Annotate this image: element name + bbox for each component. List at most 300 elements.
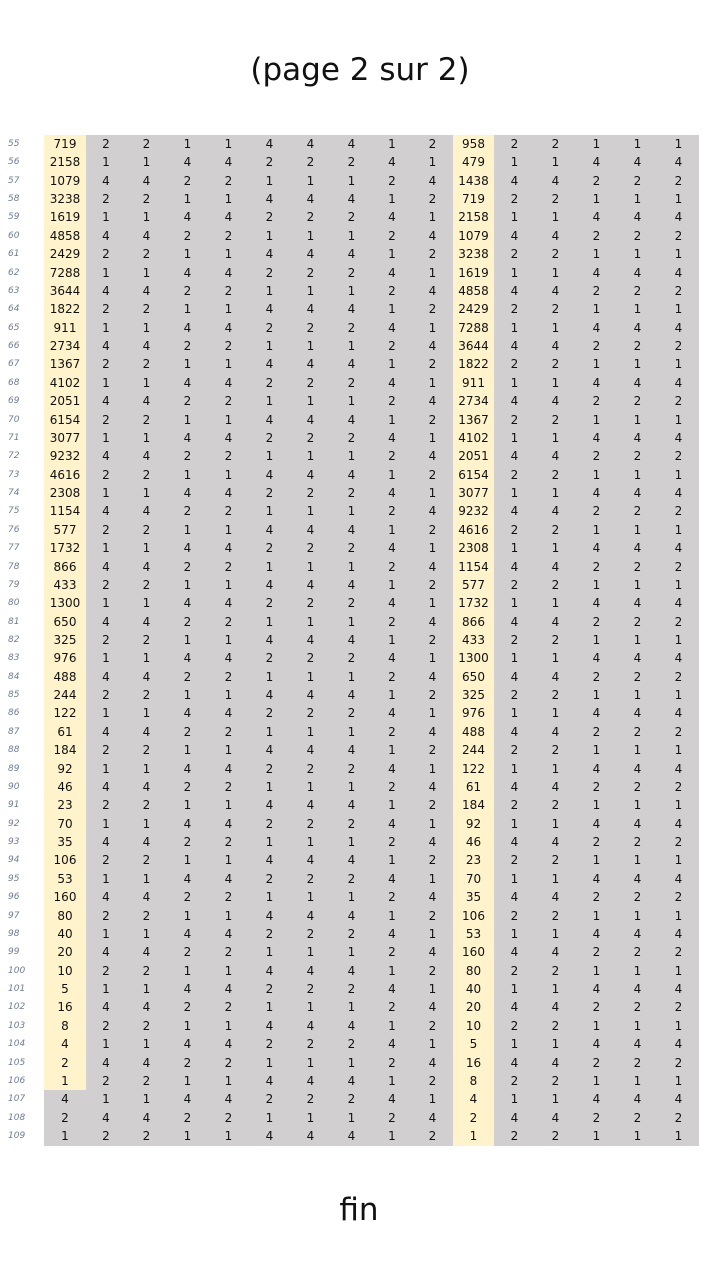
table-cell: 4 bbox=[617, 594, 658, 613]
table-cell: 4 bbox=[658, 1090, 699, 1109]
table-cell: 2 bbox=[372, 282, 412, 301]
table-cell: 8 bbox=[44, 1017, 86, 1036]
table-cell: 1 bbox=[372, 355, 412, 374]
table-cell: 4 bbox=[494, 613, 535, 632]
table-cell: 4 bbox=[372, 1035, 412, 1054]
table-cell: 4 bbox=[331, 521, 372, 540]
table-cell: 2 bbox=[86, 1017, 126, 1036]
table-cell: 2 bbox=[331, 594, 372, 613]
table-cell: 4 bbox=[658, 429, 699, 448]
table-cell: 1732 bbox=[453, 594, 494, 613]
table-cell: 2 bbox=[412, 135, 453, 154]
table-cell: 3077 bbox=[453, 484, 494, 503]
table-cell: 2 bbox=[576, 447, 617, 466]
table-cell: 2 bbox=[535, 631, 576, 650]
table-cell: 2 bbox=[576, 337, 617, 356]
table-cell: 4 bbox=[372, 649, 412, 668]
table-cell: 2 bbox=[372, 943, 412, 962]
table-cell: 4 bbox=[208, 319, 249, 338]
row-number: 104 bbox=[8, 1039, 26, 1050]
table-cell: 4 bbox=[658, 319, 699, 338]
table-cell: 4 bbox=[494, 1054, 535, 1073]
table-cell: 4 bbox=[535, 227, 576, 246]
table-cell: 2 bbox=[167, 447, 208, 466]
table-cell: 4 bbox=[658, 925, 699, 944]
table-cell: 4 bbox=[576, 594, 617, 613]
table-cell: 10 bbox=[453, 1017, 494, 1036]
table-cell: 2 bbox=[617, 502, 658, 521]
row-number: 61 bbox=[8, 249, 20, 260]
table-cell: 2 bbox=[208, 282, 249, 301]
table-cell: 4 bbox=[86, 392, 126, 411]
table-cell: 20 bbox=[453, 998, 494, 1017]
table-cell: 4616 bbox=[453, 521, 494, 540]
table-cell: 2 bbox=[167, 172, 208, 191]
row-number: 89 bbox=[8, 763, 20, 774]
table-cell: 2 bbox=[249, 1035, 290, 1054]
table-cell: 4 bbox=[658, 594, 699, 613]
table-cell: 2 bbox=[453, 1109, 494, 1128]
table-cell: 1 bbox=[535, 153, 576, 172]
table-cell: 2 bbox=[412, 796, 453, 815]
row-number: 77 bbox=[8, 543, 20, 554]
table-cell: 2 bbox=[576, 613, 617, 632]
table-cell: 184 bbox=[44, 741, 86, 760]
table-cell: 1 bbox=[331, 943, 372, 962]
table-cell: 2 bbox=[290, 208, 331, 227]
table-cell: 325 bbox=[453, 686, 494, 705]
table-cell: 4 bbox=[617, 815, 658, 834]
table-cell: 1 bbox=[372, 741, 412, 760]
table-cell: 1 bbox=[576, 907, 617, 926]
table-cell: 2 bbox=[249, 153, 290, 172]
table-cell: 1 bbox=[412, 264, 453, 283]
table-cell: 1 bbox=[126, 870, 167, 889]
table-cell: 2 bbox=[208, 1054, 249, 1073]
table-cell: 2 bbox=[126, 411, 167, 430]
table-cell: 160 bbox=[44, 888, 86, 907]
table-cell: 1 bbox=[86, 539, 126, 558]
table-cell: 2 bbox=[535, 1072, 576, 1091]
row-number: 85 bbox=[8, 690, 20, 701]
table-cell: 2 bbox=[535, 851, 576, 870]
table-cell: 4 bbox=[494, 888, 535, 907]
table-cell: 1 bbox=[208, 631, 249, 650]
table-cell: 2 bbox=[494, 686, 535, 705]
table-cell: 2 bbox=[331, 1035, 372, 1054]
table-cell: 6154 bbox=[453, 466, 494, 485]
table-cell: 2 bbox=[412, 1127, 453, 1146]
table-cell: 16 bbox=[44, 998, 86, 1017]
table-cell: 3077 bbox=[44, 429, 86, 448]
table-cell: 1 bbox=[412, 484, 453, 503]
table-cell: 4 bbox=[167, 815, 208, 834]
table-cell: 2 bbox=[167, 778, 208, 797]
table-cell: 4 bbox=[331, 796, 372, 815]
table-cell: 2 bbox=[576, 227, 617, 246]
table-cell: 160 bbox=[453, 943, 494, 962]
table-cell: 4 bbox=[167, 925, 208, 944]
table-cell: 4 bbox=[658, 264, 699, 283]
table-cell: 4 bbox=[535, 888, 576, 907]
table-cell: 35 bbox=[453, 888, 494, 907]
table-cell: 4 bbox=[167, 760, 208, 779]
table-cell: 1 bbox=[658, 741, 699, 760]
table-cell: 1 bbox=[617, 631, 658, 650]
table-cell: 4 bbox=[412, 1054, 453, 1073]
table-cell: 2 bbox=[617, 943, 658, 962]
table-cell: 2 bbox=[167, 888, 208, 907]
table-cell: 1 bbox=[86, 649, 126, 668]
table-cell: 1 bbox=[617, 851, 658, 870]
table-cell: 9232 bbox=[44, 447, 86, 466]
table-cell: 2 bbox=[208, 227, 249, 246]
table-cell: 1 bbox=[126, 1090, 167, 1109]
table-cell: 1 bbox=[535, 594, 576, 613]
table-cell: 4 bbox=[86, 447, 126, 466]
table-cell: 4 bbox=[290, 1017, 331, 1036]
table-cell: 4 bbox=[290, 962, 331, 981]
table-cell: 1 bbox=[86, 760, 126, 779]
table-cell: 1 bbox=[617, 907, 658, 926]
table-cell: 1 bbox=[412, 153, 453, 172]
table-cell: 4 bbox=[249, 962, 290, 981]
table-cell: 1 bbox=[249, 668, 290, 687]
table-cell: 10 bbox=[44, 962, 86, 981]
table-cell: 2 bbox=[535, 300, 576, 319]
table-cell: 2 bbox=[249, 484, 290, 503]
row-number: 69 bbox=[8, 396, 20, 407]
table-cell: 4 bbox=[249, 907, 290, 926]
row-number: 87 bbox=[8, 726, 20, 737]
row-number: 64 bbox=[8, 304, 20, 315]
table-cell: 4 bbox=[167, 704, 208, 723]
row-number: 106 bbox=[8, 1075, 26, 1086]
table-cell: 1 bbox=[494, 484, 535, 503]
table-cell: 4 bbox=[331, 1072, 372, 1091]
table-cell: 1 bbox=[535, 1035, 576, 1054]
row-number: 59 bbox=[8, 212, 20, 223]
table-cell: 4 bbox=[617, 153, 658, 172]
table-cell: 4 bbox=[658, 815, 699, 834]
table-cell: 2 bbox=[86, 190, 126, 209]
table-cell: 1 bbox=[617, 135, 658, 154]
table-cell: 1 bbox=[494, 594, 535, 613]
table-cell: 20 bbox=[44, 943, 86, 962]
table-cell: 2 bbox=[86, 411, 126, 430]
table-cell: 4 bbox=[494, 502, 535, 521]
table-cell: 1 bbox=[249, 723, 290, 742]
table-cell: 2 bbox=[208, 778, 249, 797]
table-cell: 4 bbox=[412, 668, 453, 687]
table-cell: 1 bbox=[126, 484, 167, 503]
table-cell: 4 bbox=[208, 704, 249, 723]
table-cell: 2 bbox=[249, 539, 290, 558]
table-cell: 1 bbox=[494, 649, 535, 668]
table-cell: 4 bbox=[331, 190, 372, 209]
table-cell: 4 bbox=[658, 704, 699, 723]
table-cell: 1 bbox=[126, 594, 167, 613]
table-cell: 61 bbox=[453, 778, 494, 797]
table-cell: 2 bbox=[126, 851, 167, 870]
table-cell: 1 bbox=[331, 723, 372, 742]
table-cell: 2 bbox=[167, 502, 208, 521]
table-cell: 1 bbox=[576, 796, 617, 815]
table-cell: 46 bbox=[453, 833, 494, 852]
table-cell: 244 bbox=[44, 686, 86, 705]
table-cell: 2 bbox=[208, 392, 249, 411]
table-cell: 2734 bbox=[453, 392, 494, 411]
table-cell: 4 bbox=[290, 851, 331, 870]
table-cell: 4 bbox=[535, 1109, 576, 1128]
table-cell: 1 bbox=[494, 925, 535, 944]
table-cell: 4 bbox=[535, 172, 576, 191]
table-cell: 4 bbox=[535, 943, 576, 962]
table-cell: 4 bbox=[494, 668, 535, 687]
table-cell: 1 bbox=[249, 502, 290, 521]
table-cell: 2 bbox=[208, 502, 249, 521]
table-cell: 1 bbox=[249, 172, 290, 191]
table-cell: 2 bbox=[167, 1054, 208, 1073]
table-cell: 4 bbox=[617, 264, 658, 283]
table-cell: 1 bbox=[617, 576, 658, 595]
table-cell: 2158 bbox=[453, 208, 494, 227]
table-cell: 4 bbox=[576, 264, 617, 283]
table-cell: 4 bbox=[331, 466, 372, 485]
table-cell: 4 bbox=[44, 1090, 86, 1109]
table-cell: 1 bbox=[494, 319, 535, 338]
table-cell: 2 bbox=[658, 502, 699, 521]
table-cell: 4 bbox=[331, 631, 372, 650]
footer-text: fin bbox=[339, 1192, 379, 1228]
table-cell: 2 bbox=[126, 521, 167, 540]
table-cell: 2 bbox=[126, 466, 167, 485]
table-cell: 4 bbox=[167, 208, 208, 227]
table-cell: 1 bbox=[331, 668, 372, 687]
table-cell: 4858 bbox=[44, 227, 86, 246]
table-cell: 4 bbox=[617, 870, 658, 889]
table-cell: 1 bbox=[290, 1109, 331, 1128]
table-cell: 2158 bbox=[44, 153, 86, 172]
table-cell: 2 bbox=[617, 613, 658, 632]
table-cell: 4 bbox=[331, 1127, 372, 1146]
table-cell: 23 bbox=[453, 851, 494, 870]
table-cell: 2 bbox=[44, 1109, 86, 1128]
table-cell: 1 bbox=[494, 264, 535, 283]
table-cell: 2 bbox=[208, 998, 249, 1017]
table-cell: 1 bbox=[658, 796, 699, 815]
table-cell: 2 bbox=[126, 1072, 167, 1091]
table-cell: 4 bbox=[290, 1127, 331, 1146]
table-cell: 4 bbox=[372, 539, 412, 558]
table-cell: 4 bbox=[617, 704, 658, 723]
table-cell: 1 bbox=[249, 1054, 290, 1073]
table-cell: 4 bbox=[249, 851, 290, 870]
table-cell: 4 bbox=[249, 1017, 290, 1036]
row-number: 109 bbox=[8, 1130, 26, 1141]
table-cell: 23 bbox=[44, 796, 86, 815]
table-cell: 2 bbox=[535, 741, 576, 760]
table-cell: 16 bbox=[453, 1054, 494, 1073]
table-cell: 325 bbox=[44, 631, 86, 650]
table-cell: 1438 bbox=[453, 172, 494, 191]
table-cell: 1 bbox=[208, 466, 249, 485]
table-cell: 1 bbox=[86, 484, 126, 503]
table-cell: 1 bbox=[535, 925, 576, 944]
table-cell: 1 bbox=[290, 447, 331, 466]
table-cell: 53 bbox=[453, 925, 494, 944]
table-cell: 4 bbox=[372, 319, 412, 338]
table-cell: 1 bbox=[658, 1017, 699, 1036]
row-number: 65 bbox=[8, 322, 20, 333]
table-cell: 866 bbox=[453, 613, 494, 632]
table-cell: 4 bbox=[208, 815, 249, 834]
table-cell: 1 bbox=[167, 962, 208, 981]
table-cell: 2 bbox=[208, 172, 249, 191]
table-cell: 3238 bbox=[44, 190, 86, 209]
table-cell: 4 bbox=[208, 980, 249, 999]
table-cell: 2 bbox=[249, 870, 290, 889]
table-cell: 1 bbox=[617, 1072, 658, 1091]
table-cell: 1 bbox=[535, 980, 576, 999]
table-cell: 2 bbox=[658, 723, 699, 742]
table-cell: 4 bbox=[126, 833, 167, 852]
table-cell: 488 bbox=[453, 723, 494, 742]
table-cell: 4 bbox=[208, 264, 249, 283]
table-cell: 53 bbox=[44, 870, 86, 889]
table-cell: 4 bbox=[535, 1054, 576, 1073]
row-number: 70 bbox=[8, 414, 20, 425]
table-cell: 2 bbox=[167, 998, 208, 1017]
table-cell: 2 bbox=[535, 1017, 576, 1036]
table-cell: 4 bbox=[208, 1035, 249, 1054]
table-cell: 1 bbox=[331, 172, 372, 191]
table-cell: 2 bbox=[535, 1127, 576, 1146]
table-cell: 2 bbox=[494, 1127, 535, 1146]
table-cell: 4 bbox=[126, 723, 167, 742]
table-cell: 4 bbox=[208, 429, 249, 448]
table-cell: 4 bbox=[126, 1054, 167, 1073]
table-cell: 1 bbox=[167, 1017, 208, 1036]
table-cell: 1 bbox=[44, 1072, 86, 1091]
table-cell: 2 bbox=[290, 429, 331, 448]
table-cell: 1 bbox=[372, 851, 412, 870]
table-cell: 2 bbox=[372, 392, 412, 411]
table-cell: 1 bbox=[208, 411, 249, 430]
table-cell: 1 bbox=[208, 907, 249, 926]
table-cell: 4 bbox=[494, 558, 535, 577]
table-cell: 9232 bbox=[453, 502, 494, 521]
row-number: 76 bbox=[8, 524, 20, 535]
table-cell: 92 bbox=[44, 760, 86, 779]
row-number: 97 bbox=[8, 910, 20, 921]
table-cell: 1 bbox=[167, 1072, 208, 1091]
table-cell: 1 bbox=[535, 539, 576, 558]
table-cell: 2 bbox=[86, 245, 126, 264]
table-cell: 2 bbox=[249, 208, 290, 227]
table-cell: 2 bbox=[167, 558, 208, 577]
table-cell: 1 bbox=[249, 833, 290, 852]
table-cell: 1 bbox=[494, 374, 535, 393]
table-cell: 2 bbox=[167, 943, 208, 962]
table-cell: 2 bbox=[372, 778, 412, 797]
table-cell: 1 bbox=[535, 649, 576, 668]
row-number: 75 bbox=[8, 506, 20, 517]
table-cell: 2 bbox=[44, 1054, 86, 1073]
table-cell: 719 bbox=[453, 190, 494, 209]
table-cell: 2 bbox=[331, 704, 372, 723]
table-cell: 1 bbox=[658, 907, 699, 926]
table-cell: 4 bbox=[167, 484, 208, 503]
table-cell: 2 bbox=[249, 319, 290, 338]
table-cell: 70 bbox=[44, 815, 86, 834]
table-cell: 4 bbox=[86, 888, 126, 907]
table-cell: 2 bbox=[126, 576, 167, 595]
table-cell: 2 bbox=[412, 741, 453, 760]
table-cell: 2 bbox=[535, 355, 576, 374]
table-cell: 1 bbox=[372, 1127, 412, 1146]
table-cell: 4 bbox=[331, 907, 372, 926]
table-cell: 2 bbox=[494, 796, 535, 815]
table-cell: 4 bbox=[617, 374, 658, 393]
table-cell: 4 bbox=[535, 668, 576, 687]
table-cell: 4 bbox=[412, 613, 453, 632]
table-cell: 2 bbox=[494, 851, 535, 870]
table-cell: 4 bbox=[86, 778, 126, 797]
table-cell: 2 bbox=[208, 337, 249, 356]
table-cell: 2 bbox=[331, 815, 372, 834]
table-cell: 4 bbox=[412, 943, 453, 962]
table-cell: 1 bbox=[372, 245, 412, 264]
table-cell: 4 bbox=[535, 833, 576, 852]
table-cell: 2 bbox=[658, 943, 699, 962]
table-cell: 1 bbox=[372, 686, 412, 705]
row-number: 67 bbox=[8, 359, 20, 370]
table-cell: 2051 bbox=[453, 447, 494, 466]
table-cell: 1 bbox=[576, 245, 617, 264]
table-cell: 1 bbox=[617, 686, 658, 705]
table-cell: 2 bbox=[412, 466, 453, 485]
table-cell: 2 bbox=[167, 392, 208, 411]
table-cell: 2 bbox=[494, 300, 535, 319]
table-cell: 2 bbox=[86, 741, 126, 760]
table-cell: 4 bbox=[290, 190, 331, 209]
table-cell: 4 bbox=[658, 760, 699, 779]
table-cell: 2 bbox=[412, 300, 453, 319]
table-cell: 2 bbox=[576, 943, 617, 962]
table-cell: 1 bbox=[208, 686, 249, 705]
table-cell: 1 bbox=[412, 1090, 453, 1109]
table-cell: 4 bbox=[372, 208, 412, 227]
table-cell: 4 bbox=[290, 355, 331, 374]
table-cell: 1 bbox=[126, 429, 167, 448]
table-cell: 2 bbox=[86, 631, 126, 650]
row-number: 71 bbox=[8, 432, 20, 443]
table-cell: 4 bbox=[290, 300, 331, 319]
table-cell: 4 bbox=[126, 337, 167, 356]
table-cell: 2 bbox=[290, 153, 331, 172]
table-cell: 4 bbox=[412, 998, 453, 1017]
table-cell: 4 bbox=[412, 447, 453, 466]
table-cell: 2 bbox=[617, 668, 658, 687]
table-cell: 1 bbox=[331, 502, 372, 521]
table-cell: 1 bbox=[208, 1072, 249, 1091]
table-cell: 2 bbox=[535, 796, 576, 815]
table-cell: 2 bbox=[372, 998, 412, 1017]
table-cell: 2 bbox=[658, 447, 699, 466]
table-cell: 2 bbox=[86, 686, 126, 705]
row-number: 100 bbox=[8, 965, 26, 976]
